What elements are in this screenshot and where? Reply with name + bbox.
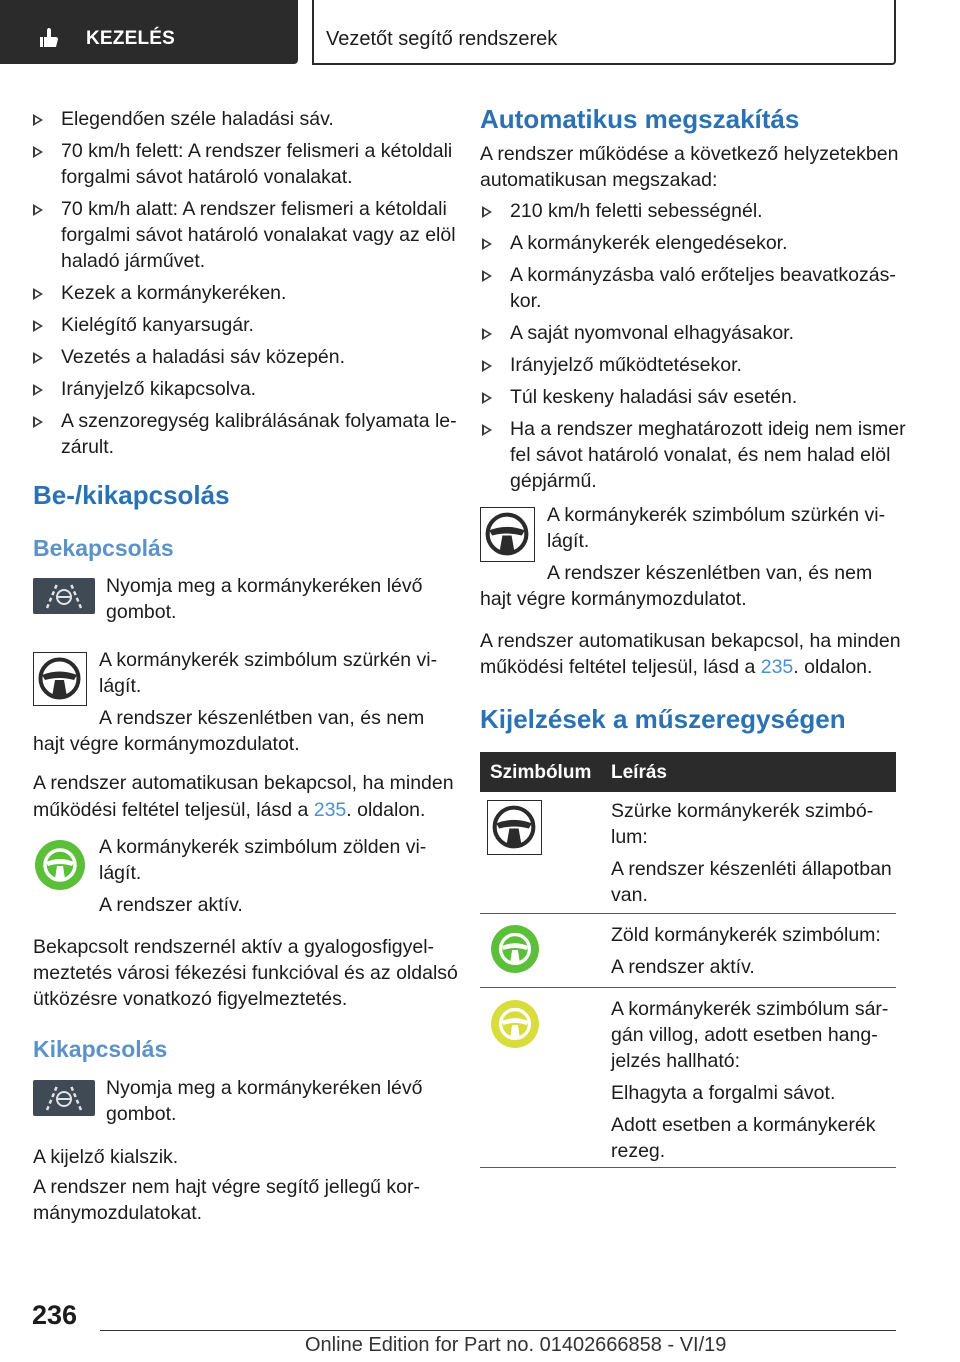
list-item: Túl keskeny haladási sáv esetén. <box>510 386 798 408</box>
lane-assist-button-icon <box>33 578 95 614</box>
standby-text-2: hajt végre kormánymozdulatot. <box>480 588 747 610</box>
pedestrian-text-1: Bekapcsolt rendszernél aktív a gyalogosfigyel- <box>33 936 435 958</box>
row1-desc-2: lum: <box>611 826 648 848</box>
no-steer-text-2: mánymozdulatokat. <box>33 1202 203 1224</box>
auto-on-text-2: működési feltétel teljesül, lásd a 235. oldalon. <box>480 656 873 678</box>
list-item: Ha a rendszer meghatározott ideig nem ismer <box>510 418 906 440</box>
list-item: Vezetés a haladási sáv közepén. <box>61 346 346 368</box>
heading-switch-on: Bekapcsolás <box>33 535 174 561</box>
list-item: zárult. <box>61 436 115 458</box>
section-title: Vezetőt segítő rendszerek <box>326 28 558 50</box>
heading-on-off: Be-/kikapcsolás <box>33 480 230 510</box>
bullet-marker-icon <box>33 416 43 428</box>
display-off-text: A kijelző kialszik. <box>33 1146 179 1168</box>
off-button-text-1: Nyomja meg a kormánykeréken lévő <box>106 1077 423 1099</box>
list-item: Kezek a kormánykeréken. <box>61 282 287 304</box>
row1-desc-4: van. <box>611 884 648 906</box>
hand-icon <box>38 26 62 50</box>
on-button-text-1: Nyomja meg a kormánykeréken lévő <box>106 575 423 597</box>
bullet-marker-icon <box>33 114 43 126</box>
bullet-marker-icon <box>482 238 492 250</box>
steering-wheel-grey-icon <box>487 800 542 855</box>
bullet-marker-icon <box>33 288 43 300</box>
list-item: forgalmi sávot határoló vonalakat. <box>61 166 353 188</box>
bullet-marker-icon <box>482 328 492 340</box>
row3-desc-1: A kormánykerék szimbólum sár- <box>611 998 889 1020</box>
list-item: 70 km/h alatt: A rendszer felismeri a kétoldali <box>61 198 447 220</box>
row3-desc-4: Elhagyta a forgalmi sávot. <box>611 1082 836 1104</box>
list-item: A kormányzásba való erőteljes beavatkozás- <box>510 264 896 286</box>
standby-text-2: hajt végre kormánymozdulatot. <box>33 733 300 755</box>
bullet-marker-icon <box>482 424 492 436</box>
table-row-divider <box>480 913 896 914</box>
row3-desc-6: rezeg. <box>611 1140 666 1162</box>
off-button-text-2: gombot. <box>106 1103 177 1125</box>
list-item: forgalmi sávot határoló vonalakat vagy az elöl <box>61 224 456 246</box>
heading-switch-off: Kikapcsolás <box>33 1036 168 1062</box>
auto-on-text-1: A rendszer automatikusan bekapcsol, ha minden <box>480 630 901 652</box>
auto-on-text-2: működési feltétel teljesül, lásd a 235. oldalon. <box>33 799 426 821</box>
table-col-description: Leírás <box>611 762 667 783</box>
footer-edition: Online Edition for Part no. 01402666858 - VI/19 <box>305 1334 727 1356</box>
grey-wheel-text-1: A kormánykerék szimbólum szürkén vi- <box>99 649 438 671</box>
active-text: A rendszer aktív. <box>99 894 243 916</box>
page-link-235[interactable]: 235 <box>313 799 347 821</box>
list-item: haladó járművet. <box>61 250 206 272</box>
list-item: A saját nyomvonal elhagyásakor. <box>510 322 795 344</box>
grey-wheel-text-2: lágít. <box>547 530 590 552</box>
table-row-divider <box>480 1167 896 1168</box>
list-item: A kormánykerék elengedésekor. <box>510 232 788 254</box>
list-item: Irányjelző működtetésekor. <box>510 354 742 376</box>
list-item: fel sávot határoló vonalat, és nem halad elöl <box>510 444 891 466</box>
steering-wheel-green-icon <box>491 925 539 973</box>
footer-divider <box>100 1330 896 1331</box>
list-item: Kielégítő kanyarsugár. <box>61 314 254 336</box>
list-item: 210 km/h feletti sebességnél. <box>510 200 763 222</box>
auto-on-text-1: A rendszer automatikusan bekapcsol, ha minden <box>33 772 454 794</box>
row3-desc-5: Adott esetben a kormánykerék <box>611 1114 876 1136</box>
list-item: kor. <box>510 290 542 312</box>
row3-desc-2: gán villog, adott esetben hang- <box>611 1024 878 1046</box>
page-number: 236 <box>32 1300 78 1330</box>
standby-text-1: A rendszer készenlétben van, és nem <box>547 562 873 584</box>
pedestrian-text-2: meztetés városi fékezési funkcióval és az oldalsó <box>33 962 458 984</box>
bullet-marker-icon <box>33 146 43 158</box>
heading-auto-interrupt: Automatikus megszakítás <box>480 104 800 134</box>
bullet-marker-icon <box>33 204 43 216</box>
table-row-divider <box>480 987 896 988</box>
bullet-marker-icon <box>482 270 492 282</box>
grey-wheel-text-2: lágít. <box>99 675 142 697</box>
bullet-marker-icon <box>33 384 43 396</box>
bullet-marker-icon <box>482 360 492 372</box>
bullet-marker-icon <box>482 206 492 218</box>
auto-intro-1: A rendszer működése a következő helyzetekben <box>480 143 899 165</box>
list-item: Elegendően széle haladási sáv. <box>61 108 334 130</box>
steering-wheel-grey-icon <box>33 652 87 706</box>
grey-wheel-text-1: A kormánykerék szimbólum szürkén vi- <box>547 504 886 526</box>
no-steer-text-1: A rendszer nem hajt végre segítő jellegű kor- <box>33 1176 420 1198</box>
list-item: 70 km/h felett: A rendszer felismeri a kétoldali <box>61 140 453 162</box>
steering-wheel-yellow-icon <box>491 1000 539 1048</box>
steering-wheel-green-icon <box>35 840 85 890</box>
bullet-marker-icon <box>33 352 43 364</box>
bullet-marker-icon <box>33 320 43 332</box>
standby-text-1: A rendszer készenlétben van, és nem <box>99 707 425 729</box>
auto-intro-2: automatikusan megszakad: <box>480 169 718 191</box>
table-col-symbol: Szimbólum <box>490 762 592 783</box>
on-button-text-2: gombot. <box>106 601 177 623</box>
lane-assist-button-icon <box>33 1080 95 1116</box>
green-wheel-text-1: A kormánykerék szimbólum zölden vi- <box>99 836 427 858</box>
row1-desc-3: A rendszer készenléti állapotban <box>611 858 892 880</box>
row2-desc-1: Zöld kormánykerék szimbólum: <box>611 924 881 946</box>
row1-desc-1: Szürke kormánykerék szimbó- <box>611 800 874 822</box>
heading-display: Kijelzések a műszeregységen <box>480 704 846 734</box>
pedestrian-text-3: ütközésre vonatkozó figyelmeztetés. <box>33 988 348 1010</box>
green-wheel-text-2: lágít. <box>99 862 142 884</box>
page-link-235[interactable]: 235 <box>760 656 794 678</box>
chapter-label: KEZELÉS <box>86 28 176 49</box>
list-item: Irányjelző kikapcsolva. <box>61 378 257 400</box>
steering-wheel-grey-icon <box>480 507 535 562</box>
row2-desc-2: A rendszer aktív. <box>611 956 755 978</box>
list-item: A szenzoregység kalibrálásának folyamata le- <box>61 410 457 432</box>
bullet-marker-icon <box>482 392 492 404</box>
list-item: gépjármű. <box>510 470 597 492</box>
row3-desc-3: jelzés hallható: <box>611 1050 740 1072</box>
